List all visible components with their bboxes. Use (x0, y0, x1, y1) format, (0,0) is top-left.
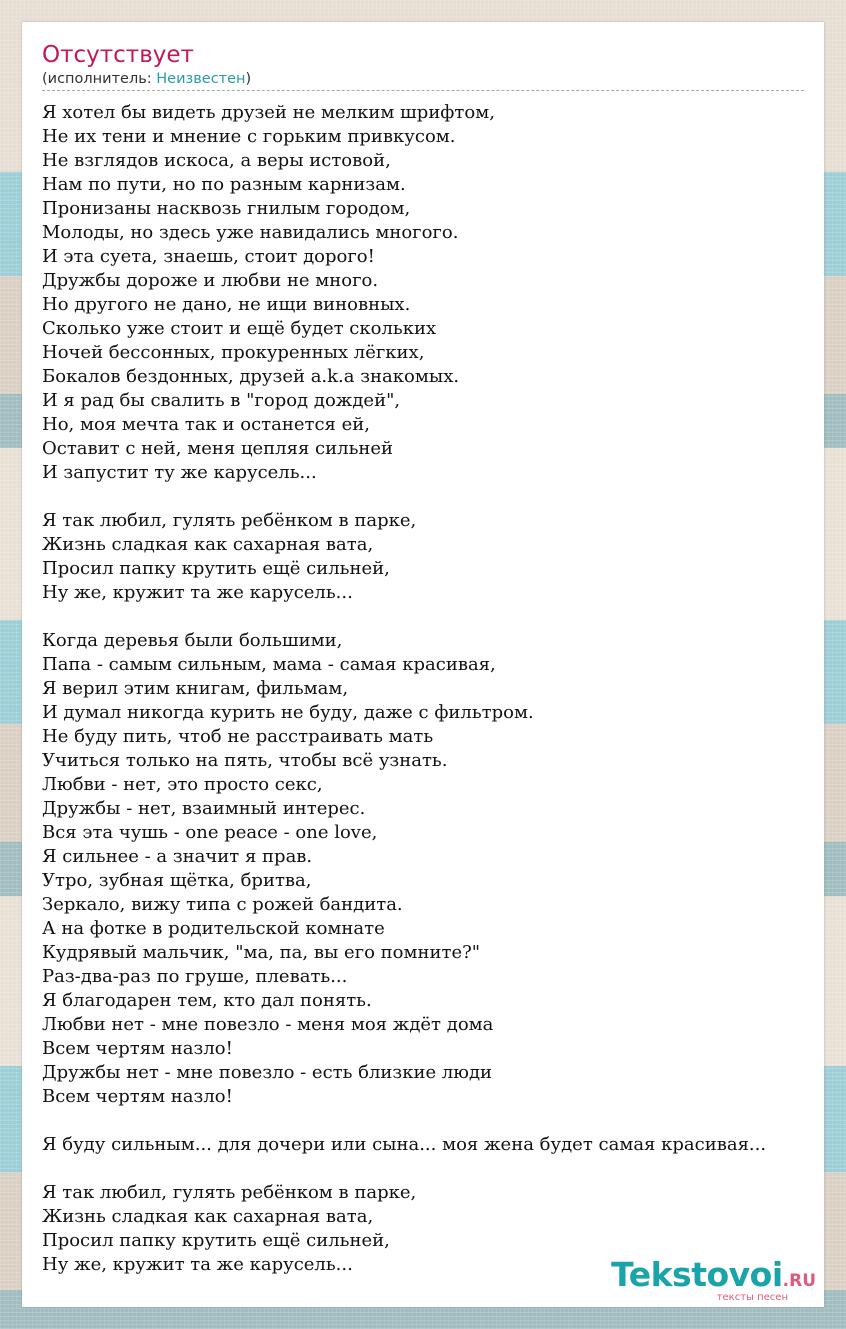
lyrics-card (22, 22, 824, 1307)
artist-link[interactable]: Неизвестен (156, 71, 246, 87)
lyric-line: Просил папку крутить ещё сильней, (42, 1230, 390, 1251)
lyric-line: Но другого не дано, не ищи виновных. (42, 294, 411, 315)
lyric-line: Ночей бессонных, прокуренных лёгких, (42, 342, 425, 363)
lyric-line: Пронизаны насквозь гнилым городом, (42, 198, 411, 219)
lyric-line: Вся эта чушь - one peace - one love, (42, 822, 378, 843)
title-divider (42, 90, 804, 91)
lyric-line: Жизнь сладкая как сахарная вата, (42, 534, 374, 555)
lyric-line: Всем чертям назло! (42, 1038, 233, 1059)
stanza-break (42, 1157, 846, 1181)
lyric-line: Но, моя мечта так и останется ей, (42, 414, 370, 435)
lyric-line: Папа - самым сильным, мама - самая красивая, (42, 654, 496, 675)
lyric-line: Я так любил, гулять ребёнком в парке, (42, 1182, 417, 1203)
lyric-line: И запустит ту же карусель... (42, 462, 317, 483)
artist-prefix: (исполнитель: (42, 71, 157, 87)
lyric-line: Бокалов бездонных, друзей a.k.a знакомых. (42, 366, 460, 387)
lyric-line: Не взглядов искоса, а веры истовой, (42, 150, 391, 171)
lyric-line: Дружбы нет - мне повезло - есть близкие люди (42, 1062, 493, 1083)
lyric-line: Я сильнее - а значит я прав. (42, 846, 313, 867)
lyric-line: Ну же, кружит та же карусель... (42, 1254, 353, 1275)
lyric-line: Всем чертям назло! (42, 1086, 233, 1107)
logo-tagline: тексты песен (716, 1292, 788, 1303)
artist-suffix: ) (245, 71, 252, 87)
lyric-line: Я хотел бы видеть друзей не мелким шрифтом, (42, 102, 495, 123)
lyric-line: И думал никогда курить не буду, даже с фильтром. (42, 702, 534, 723)
lyric-line: Учиться только на пять, чтобы всё узнать. (42, 750, 448, 771)
stanza-break (42, 1109, 846, 1133)
song-title: Отсутствует (42, 42, 194, 68)
lyric-line: Просил папку крутить ещё сильней, (42, 558, 390, 579)
lyric-line: Молоды, но здесь уже навидались многого. (42, 222, 459, 243)
stanza-break (42, 605, 846, 629)
lyric-line: Кудрявый мальчик, "ма, па, вы его помните?" (42, 942, 481, 963)
logo-tld: .RU (782, 1271, 816, 1291)
artist-line (42, 71, 251, 87)
lyric-line: Нам по пути, но по разным карнизам. (42, 174, 406, 195)
lyric-line: Сколько уже стоит и ещё будет скольких (42, 318, 437, 339)
lyric-line: Любви нет - мне повезло - меня моя ждёт дома (42, 1014, 494, 1035)
lyric-line: Утро, зубная щётка, бритва, (42, 870, 312, 891)
logo-name: Tekstovoi (611, 1255, 783, 1294)
lyrics-body (42, 101, 846, 1277)
lyric-line: И я рад бы свалить в "город дождей", (42, 390, 401, 411)
lyric-line: Я буду сильным... для дочери или сына... моя жена будет самая красивая... (42, 1134, 767, 1155)
lyric-line: Жизнь сладкая как сахарная вата, (42, 1206, 374, 1227)
lyric-line: Дружбы дороже и любви не много. (42, 270, 379, 291)
lyric-line: Зеркало, вижу типа с рожей бандита. (42, 894, 403, 915)
lyric-line: Любви - нет, это просто секс, (42, 774, 323, 795)
lyric-line: А на фотке в родительской комнате (42, 918, 385, 939)
lyric-line: И эта суета, знаешь, стоит дорого! (42, 246, 375, 267)
site-logo[interactable] (611, 1255, 816, 1303)
lyric-line: Не буду пить, чтоб не расстраивать мать (42, 726, 434, 747)
lyric-line: Ну же, кружит та же карусель... (42, 582, 353, 603)
lyric-line: Когда деревья были большими, (42, 630, 343, 651)
lyric-line: Оставит с ней, меня цепляя сильней (42, 438, 394, 459)
lyric-line: Раз-два-раз по груше, плевать... (42, 966, 348, 987)
lyric-line: Не их тени и мнение с горьким привкусом. (42, 126, 456, 147)
lyric-line: Я так любил, гулять ребёнком в парке, (42, 510, 417, 531)
lyric-line: Я благодарен тем, кто дал понять. (42, 990, 372, 1011)
stanza-break (42, 485, 846, 509)
lyric-line: Я верил этим книгам, фильмам, (42, 678, 349, 699)
lyric-line: Дружбы - нет, взаимный интерес. (42, 798, 366, 819)
